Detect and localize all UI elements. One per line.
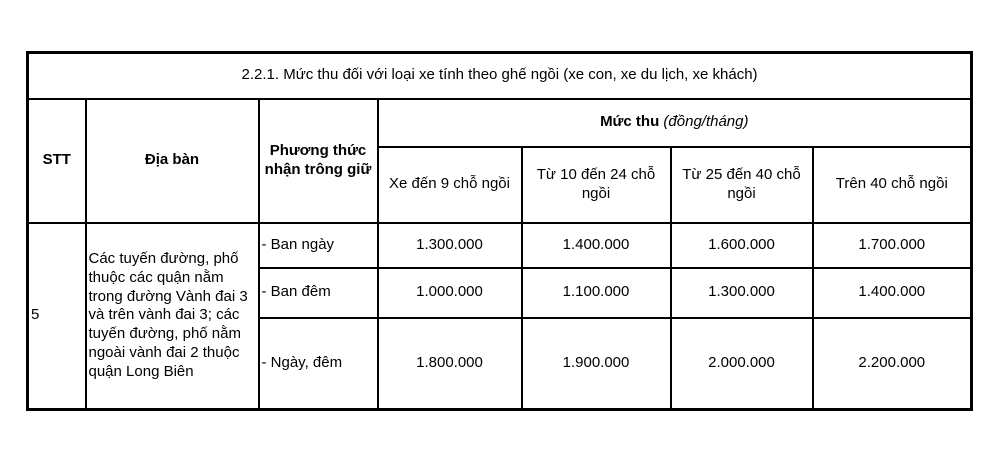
col-header-stt: STT	[28, 99, 86, 223]
fee-cell: 2.200.000	[813, 318, 972, 410]
col-header-tren-40-cho: Trên 40 chỗ ngồi	[813, 147, 972, 223]
col-header-tu-10-den-24-cho: Từ 10 đến 24 chỗ ngồi	[522, 147, 671, 223]
fee-cell: 1.100.000	[522, 268, 671, 318]
col-header-xe-den-9-cho: Xe đến 9 chỗ ngồi	[378, 147, 522, 223]
fee-cell: 1.700.000	[813, 223, 972, 268]
method-label-ngay-dem: - Ngày, đêm	[259, 318, 378, 410]
table-title: 2.2.1. Mức thu đối với loại xe tính theo ghế ngồi (xe con, xe du lịch, xe khách)	[28, 53, 972, 99]
fee-cell: 2.000.000	[671, 318, 813, 410]
col-header-phuong-thuc: Phương thức nhận trông giữ	[259, 99, 378, 223]
table-row-ban-ngay	[28, 223, 972, 268]
stt-cell: 5	[28, 223, 86, 410]
col-header-dia-ban: Địa bàn	[86, 99, 259, 223]
col-header-tu-25-den-40-cho: Từ 25 đến 40 chỗ ngồi	[671, 147, 813, 223]
fee-cell: 1.400.000	[813, 268, 972, 318]
fee-cell: 1.300.000	[378, 223, 522, 268]
fee-table	[26, 51, 973, 411]
col-header-muc-thu	[378, 99, 972, 147]
header-row-main	[28, 99, 972, 147]
fee-cell: 1.400.000	[522, 223, 671, 268]
method-label-ban-ngay: - Ban ngày	[259, 223, 378, 268]
method-label-ban-dem: - Ban đêm	[259, 268, 378, 318]
dia-ban-cell: Các tuyến đường, phố thuộc các quận nằm trong đường Vành đai 3 và trên vành đai 3; các tuyến đường, phố nằm ngoài vành đai 2 thuộc quận Long Biên	[86, 223, 259, 410]
fee-cell: 1.300.000	[671, 268, 813, 318]
muc-thu-unit-label: (đồng/tháng)	[663, 113, 749, 131]
fee-cell: 1.900.000	[522, 318, 671, 410]
muc-thu-label: Mức thu	[600, 113, 660, 131]
fee-cell: 1.600.000	[671, 223, 813, 268]
fee-cell: 1.800.000	[378, 318, 522, 410]
fee-cell: 1.000.000	[378, 268, 522, 318]
table-title-row	[28, 53, 972, 99]
